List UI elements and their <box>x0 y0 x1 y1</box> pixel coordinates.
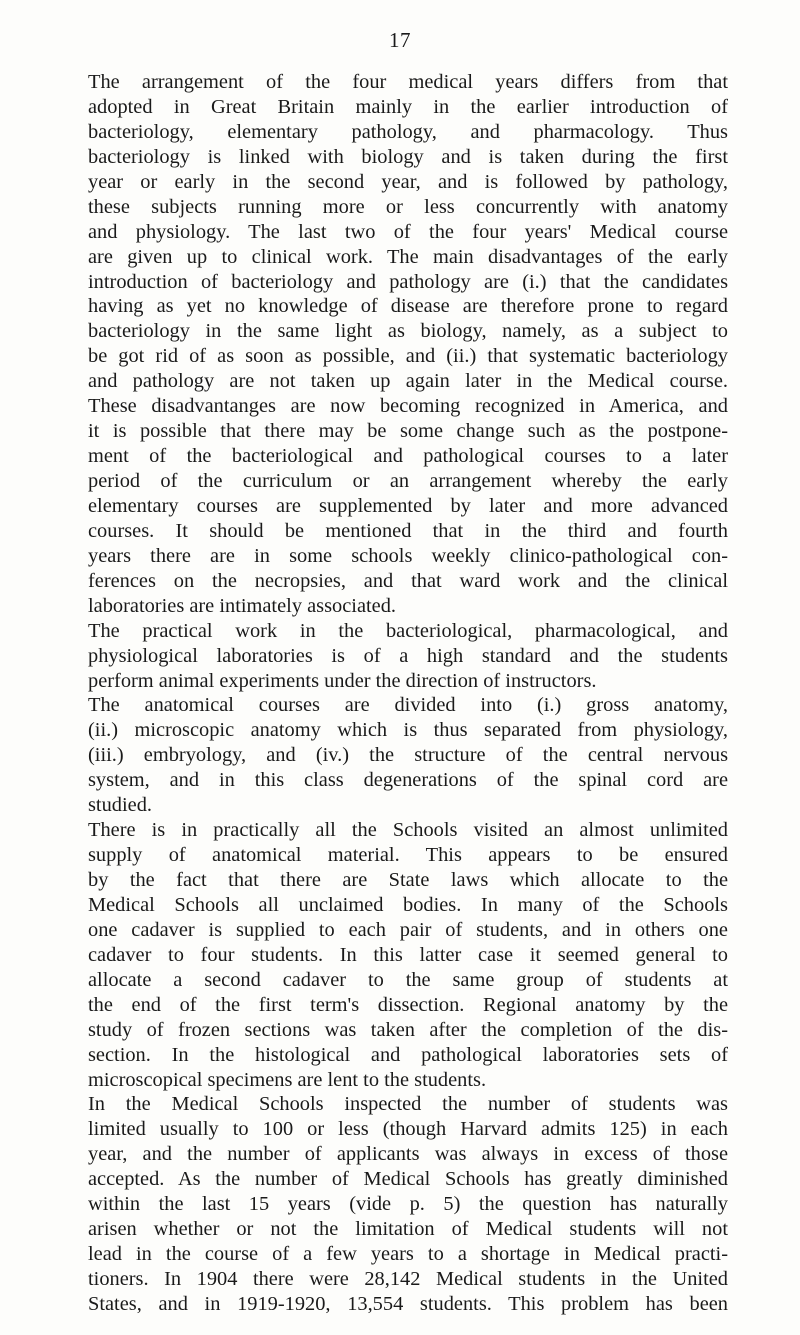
text-line: it is possible that there may be some change such as the postpone- <box>88 420 728 443</box>
text-line: ferences on the necropsies, and that ward work and the clinical <box>88 569 728 592</box>
text-line: adopted in Great Britain mainly in the earlier introduction of <box>88 95 728 118</box>
text-line: There is in practically all the Schools visited an almost unlimited <box>88 819 728 842</box>
text-line: ment of the bacteriological and pathological courses to a later <box>88 445 728 468</box>
text-line: (iii.) embryology, and (iv.) the structure of the central nervous <box>88 744 728 767</box>
text-line: elementary courses are supplemented by later and more advanced <box>88 494 728 517</box>
text-line: are given up to clinical work. The main disadvantages of the early <box>88 245 728 268</box>
text-line: bacteriology is linked with biology and is taken during the first <box>88 145 728 168</box>
text-line: be got rid of as soon as possible, and (ii.) that systematic bacteriology <box>88 345 728 368</box>
text-line: period of the curriculum or an arrangement whereby the early <box>88 470 728 492</box>
text-line: tioners. In 1904 there were 28,142 Medical students in the United <box>88 1268 728 1290</box>
text-line: arisen whether or not the limitation of Medical students will not <box>88 1218 728 1241</box>
text-line: bacteriology in the same light as biology, namely, as a subject to <box>88 320 728 343</box>
text-line: bacteriology, elementary pathology, and pharmacology. Thus <box>88 120 728 143</box>
text-line: by the fact that there are State laws which allocate to the <box>88 869 728 891</box>
text-line: accepted. As the number of Medical Schools has greatly diminished <box>88 1168 728 1191</box>
text-line: allocate a second cadaver to the same group of students at <box>88 968 728 991</box>
text-line: one cadaver is supplied to each pair of students, and in others one <box>88 918 728 941</box>
text-line: within the last 15 years (vide p. 5) the question has naturally <box>88 1193 728 1216</box>
text-line: limited usually to 100 or less (though Harvard admits 125) in each <box>88 1118 728 1141</box>
text-line: and pathology are not taken up again later in the Medical course. <box>88 370 728 393</box>
text-line: physiological laboratories is of a high standard and the students <box>88 644 728 667</box>
page-number: 17 <box>389 28 411 52</box>
text-line: and physiology. The last two of the four years' Medical course <box>88 220 728 243</box>
text-line: year or early in the second year, and is followed by pathology, <box>88 170 728 193</box>
text-line: These disadvantanges are now becoming recognized in America, and <box>88 395 728 418</box>
text-line: Medical Schools all unclaimed bodies. In many of the Schools <box>88 893 728 916</box>
text-line: courses. It should be mentioned that in the third and fourth <box>88 519 728 542</box>
text-line: perform animal experiments under the direction of instructors. <box>88 669 597 692</box>
text-line: lead in the course of a few years to a shortage in Medical practi- <box>88 1243 728 1266</box>
text-line: The arrangement of the four medical years differs from that <box>88 71 728 93</box>
text-line: The practical work in the bacteriological, pharmacological, and <box>88 619 728 642</box>
text-line: In the Medical Schools inspected the number of students was <box>88 1093 728 1116</box>
text-line: (ii.) microscopic anatomy which is thus separated from physiology, <box>88 719 728 742</box>
text-line: studied. <box>88 794 152 817</box>
text-line: introduction of bacteriology and pathology are (i.) that the candidates <box>88 270 728 293</box>
text-line: microscopical specimens are lent to the students. <box>88 1068 487 1091</box>
text-line: these subjects running more or less concurrently with anatomy <box>88 195 728 218</box>
text-line: laboratories are intimately associated. <box>88 594 397 617</box>
text-line: States, and in 1919-1920, 13,554 students. This problem has been <box>88 1292 728 1315</box>
body-text <box>88 70 728 1317</box>
text-line: cadaver to four students. In this latter case it seemed general to <box>88 943 728 966</box>
text-line: system, and in this class degenerations of the spinal cord are <box>88 769 728 792</box>
text-line: study of frozen sections was taken after the completion of the dis- <box>88 1018 728 1041</box>
text-line: The anatomical courses are divided into (i.) gross anatomy, <box>88 694 728 717</box>
text-line: section. In the histological and pathological laboratories sets of <box>88 1043 728 1066</box>
text-line: having as yet no knowledge of disease are therefore prone to regard <box>88 295 728 318</box>
text-line: the end of the first term's dissection. Regional anatomy by the <box>88 993 728 1016</box>
text-line: year, and the number of applicants was always in excess of those <box>88 1143 728 1166</box>
text-line: years there are in some schools weekly clinico-pathological con- <box>88 544 728 567</box>
text-line: supply of anatomical material. This appears to be ensured <box>88 844 728 867</box>
